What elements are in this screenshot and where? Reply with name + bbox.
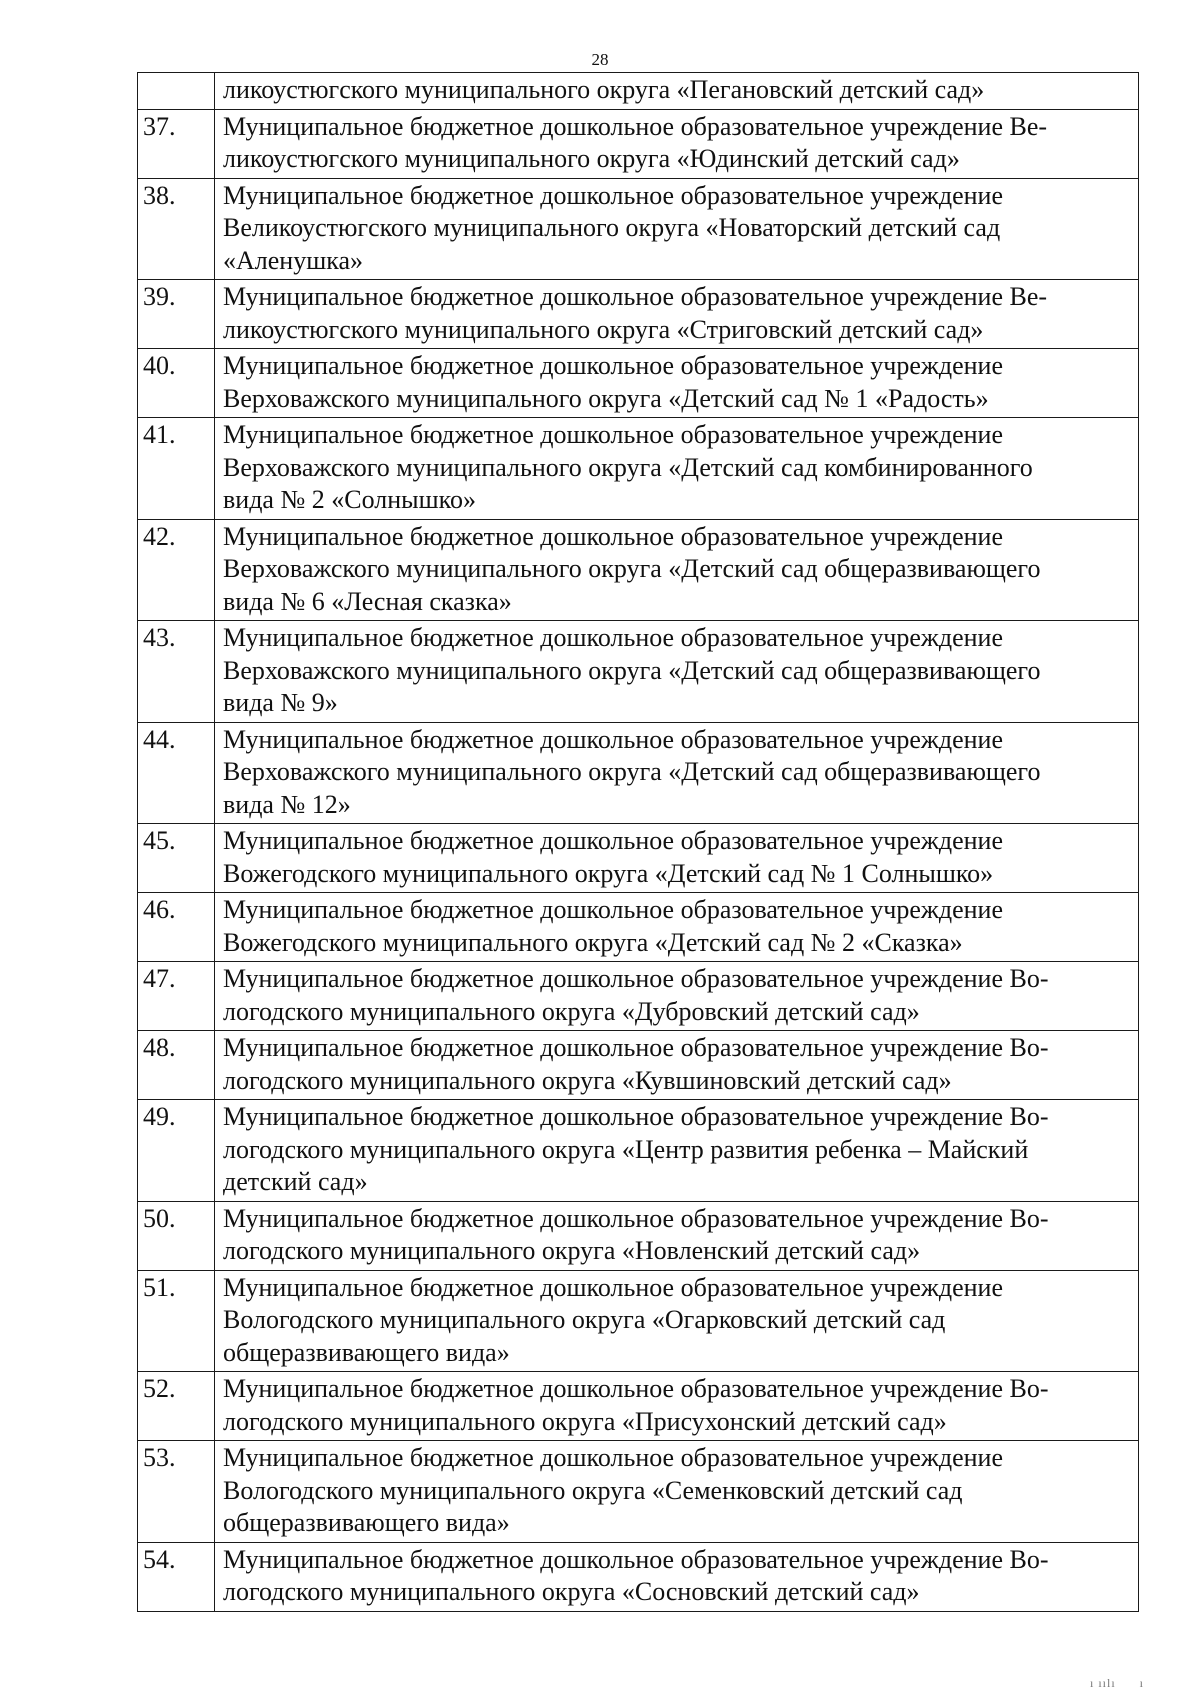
institution-name — [215, 418, 1139, 520]
institution-name — [215, 722, 1139, 824]
institution-name-line: Верховажского муниципального округа «Детский сад № 1 «Радость» — [223, 383, 989, 413]
institution-name — [215, 73, 1139, 110]
institution-name-line: Верховажского муниципального округа «Детский сад общеразвивающего — [223, 757, 1041, 786]
row-number: 38. — [138, 178, 215, 280]
row-number: 51. — [138, 1270, 215, 1372]
table-row — [138, 621, 1139, 723]
institution-name-line: Вожегодского муниципального округа «Детский сад № 1 Солнышко» — [223, 858, 994, 888]
institution-name-line: логодского муниципального округа «Присухонский детский сад» — [223, 1406, 947, 1436]
institutions-table-body — [138, 73, 1139, 1612]
institution-name — [215, 893, 1139, 962]
row-number: 50. — [138, 1201, 215, 1270]
table-row — [138, 280, 1139, 349]
row-number: 42. — [138, 519, 215, 621]
institution-name-line: вида № 9» — [223, 688, 338, 717]
institution-name-line: общеразвивающего вида» — [223, 1337, 510, 1367]
institution-name-line: Муниципальное бюджетное дошкольное образовательное учреждение — [223, 895, 1003, 924]
row-number: 41. — [138, 418, 215, 520]
institution-name-line: вида № 12» — [223, 789, 351, 819]
institution-name — [215, 349, 1139, 418]
institution-name-line: логодского муниципального округа «Новленский детский сад» — [223, 1236, 921, 1265]
institution-name-line: Муниципальное бюджетное дошкольное образовательное учреждение Во- — [223, 1374, 1049, 1403]
institution-name-line: Муниципальное бюджетное дошкольное образовательное учреждение Во- — [223, 1203, 1049, 1233]
institution-name-line: Верховажского муниципального округа «Детский сад комбинированного — [223, 452, 1033, 482]
institution-name — [215, 280, 1139, 349]
table-row — [138, 893, 1139, 962]
table-row — [138, 1031, 1139, 1100]
institution-name — [215, 519, 1139, 621]
institution-name-line: Муниципальное бюджетное дошкольное образовательное учреждение Во- — [223, 1102, 1049, 1131]
row-number: 47. — [138, 962, 215, 1031]
table-row — [138, 1100, 1139, 1202]
institution-name-line: ликоустюгского муниципального округа «Стриговский детский сад» — [223, 314, 984, 344]
institution-name — [215, 178, 1139, 280]
institution-name-line: ликоустюгского муниципального округа «Пегановский детский сад» — [223, 75, 985, 104]
institution-name-line: Муниципальное бюджетное дошкольное образовательное учреждение — [223, 1443, 1003, 1472]
row-number: 46. — [138, 893, 215, 962]
table-row — [138, 1372, 1139, 1441]
row-number — [138, 73, 215, 110]
institution-name-line: Вологодского муниципального округа «Огарковский детский сад — [223, 1305, 946, 1334]
table-row — [138, 1201, 1139, 1270]
institutions-table — [137, 72, 1139, 1612]
row-number: 54. — [138, 1542, 215, 1611]
institution-name — [215, 1201, 1139, 1270]
institution-name-line: Муниципальное бюджетное дошкольное образовательное учреждение Во- — [223, 1544, 1049, 1574]
row-number: 44. — [138, 722, 215, 824]
page-number: 28 — [591, 50, 609, 69]
institution-name-line: Муниципальное бюджетное дошкольное образовательное учреждение Ве- — [223, 111, 1048, 141]
institution-name — [215, 824, 1139, 893]
institution-name-line: вида № 6 «Лесная сказка» — [223, 586, 512, 616]
table-row — [138, 722, 1139, 824]
row-number: 49. — [138, 1100, 215, 1202]
institution-name-line: логодского муниципального округа «Кувшиновский детский сад» — [223, 1065, 952, 1095]
table-row — [138, 73, 1139, 110]
institution-name — [215, 621, 1139, 723]
institution-name — [215, 1372, 1139, 1441]
institution-name — [215, 109, 1139, 178]
institution-name-line: Муниципальное бюджетное дошкольное образовательное учреждение — [223, 724, 1003, 754]
table-row — [138, 349, 1139, 418]
institution-name-line: Муниципальное бюджетное дошкольное образовательное учреждение — [223, 521, 1003, 551]
row-number: 39. — [138, 280, 215, 349]
institution-name-line: общеразвивающего вида» — [223, 1508, 510, 1537]
scan-artifact: ı ıılı ı — [1090, 1676, 1145, 1690]
institution-name-line: Муниципальное бюджетное дошкольное образовательное учреждение Во- — [223, 1033, 1049, 1062]
institution-name — [215, 1100, 1139, 1202]
institution-name-line: Муниципальное бюджетное дошкольное образовательное учреждение — [223, 180, 1003, 210]
table-row — [138, 1542, 1139, 1611]
institution-name-line: Муниципальное бюджетное дошкольное образовательное учреждение — [223, 1272, 1003, 1302]
institution-name-line: «Аленушка» — [223, 245, 364, 275]
institution-name-line: логодского муниципального округа «Центр развития ребенка – Майский — [223, 1134, 1029, 1164]
institution-name-line: Муниципальное бюджетное дошкольное образовательное учреждение — [223, 351, 1003, 380]
table-row — [138, 519, 1139, 621]
institution-name-line: логодского муниципального округа «Сосновский детский сад» — [223, 1577, 920, 1606]
institution-name-line: Вологодского муниципального округа «Семенковский детский сад — [223, 1475, 963, 1505]
institution-name-line: Муниципальное бюджетное дошкольное образовательное учреждение Ве- — [223, 282, 1048, 311]
table-row — [138, 1441, 1139, 1543]
row-number: 37. — [138, 109, 215, 178]
table-row — [138, 418, 1139, 520]
table-row — [138, 109, 1139, 178]
row-number: 53. — [138, 1441, 215, 1543]
table-row — [138, 1270, 1139, 1372]
institution-name-line: Муниципальное бюджетное дошкольное образовательное учреждение Во- — [223, 964, 1049, 993]
institution-name-line: вида № 2 «Солнышко» — [223, 485, 476, 514]
institution-name — [215, 1031, 1139, 1100]
institution-name-line: ликоустюгского муниципального округа «Юдинский детский сад» — [223, 144, 960, 173]
institution-name-line: Вожегодского муниципального округа «Детский сад № 2 «Сказка» — [223, 927, 963, 957]
institution-name-line: Муниципальное бюджетное дошкольное образовательное учреждение — [223, 420, 1003, 449]
row-number: 52. — [138, 1372, 215, 1441]
table-row — [138, 824, 1139, 893]
row-number: 40. — [138, 349, 215, 418]
table-row — [138, 962, 1139, 1031]
row-number: 45. — [138, 824, 215, 893]
institution-name-line: Верховажского муниципального округа «Детский сад общеразвивающего — [223, 655, 1041, 685]
row-number: 48. — [138, 1031, 215, 1100]
institution-name-line: Великоустюгского муниципального округа «Новаторский детский сад — [223, 213, 1001, 242]
institution-name-line: логодского муниципального округа «Дубровский детский сад» — [223, 996, 920, 1026]
institution-name — [215, 1542, 1139, 1611]
institution-name-line: Муниципальное бюджетное дошкольное образовательное учреждение — [223, 826, 1003, 855]
institution-name — [215, 1441, 1139, 1543]
institution-name-line: детский сад» — [223, 1167, 368, 1196]
row-number: 43. — [138, 621, 215, 723]
institution-name-line: Муниципальное бюджетное дошкольное образовательное учреждение — [223, 623, 1003, 652]
institution-name — [215, 1270, 1139, 1372]
institution-name-line: Верховажского муниципального округа «Детский сад общеразвивающего — [223, 554, 1041, 583]
institution-name — [215, 962, 1139, 1031]
table-row — [138, 178, 1139, 280]
